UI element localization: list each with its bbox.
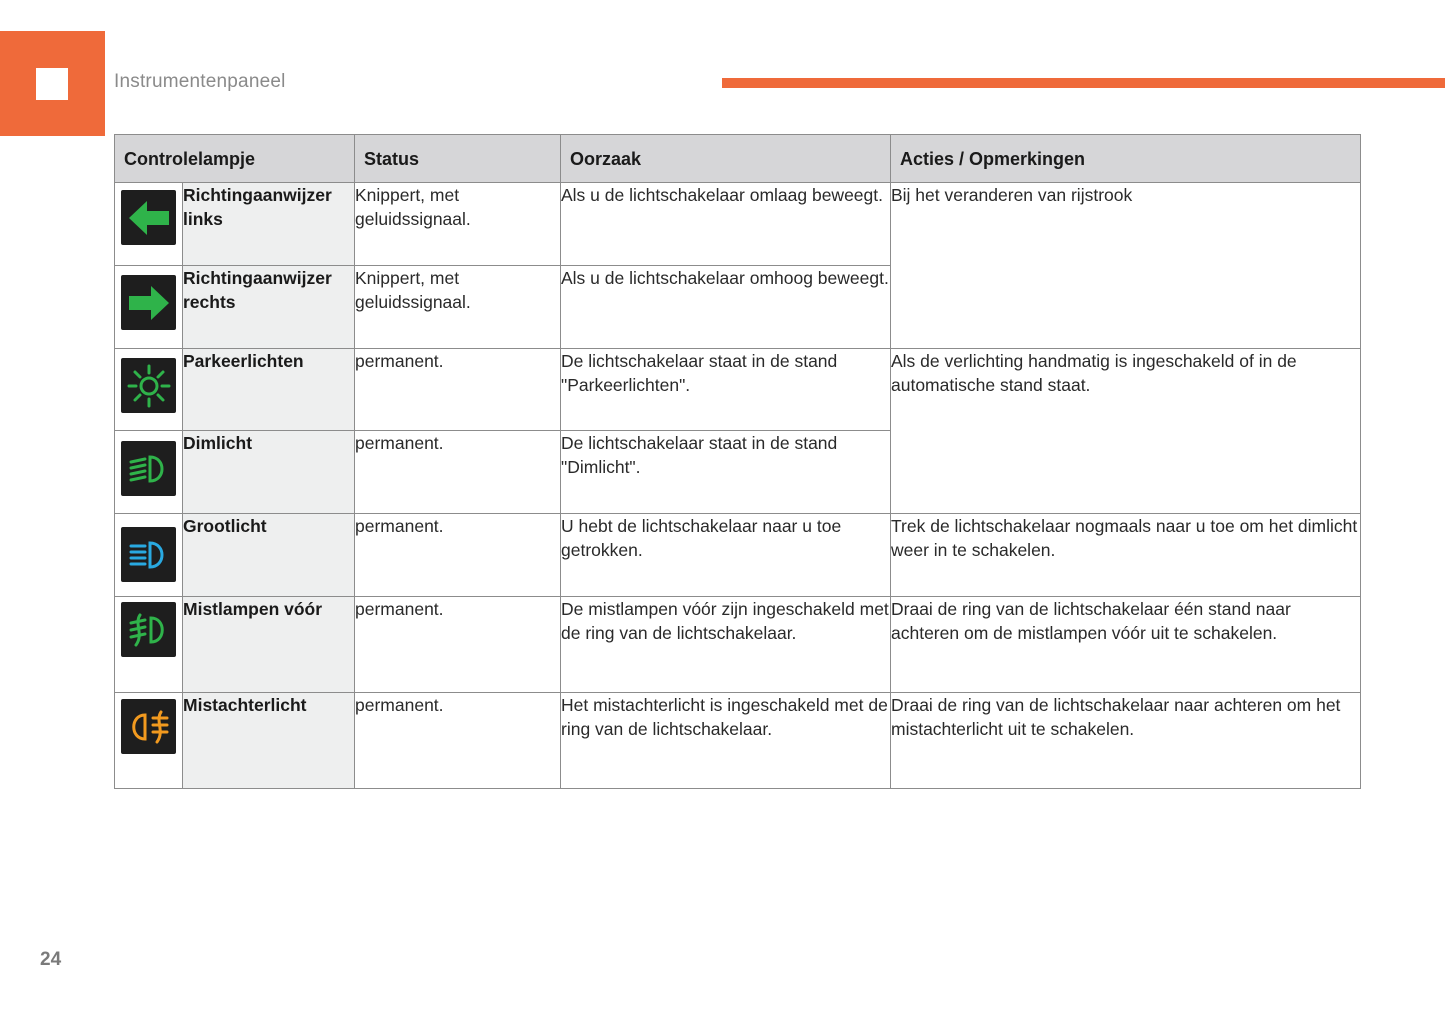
lamp-name: Richtingaanwijzer links: [183, 183, 355, 266]
lamp-action: Als de verlichting handmatig is ingeschakeld of in de automatische stand staat.: [891, 349, 1361, 514]
lamp-name: Parkeerlichten: [183, 349, 355, 431]
turn-signal-right-icon: [121, 275, 176, 330]
chapter-tab: [0, 31, 105, 136]
lamp-status: permanent.: [355, 431, 561, 514]
section-title: Instrumentenpaneel: [114, 71, 286, 92]
column-header-actions: Acties / Opmerkingen: [891, 135, 1361, 183]
lamp-name: Mistachterlicht: [183, 693, 355, 789]
main-beam-icon: [121, 527, 176, 582]
lamp-action: Draai de ring van de lichtschakelaar naar achteren om het mistachterlicht uit te schakelen.: [891, 693, 1361, 789]
table-row: [115, 183, 1361, 266]
lamp-name: Mistlampen vóór: [183, 597, 355, 693]
lamp-status: Knippert, met geluidssignaal.: [355, 266, 561, 349]
lamp-action: Trek de lichtschakelaar nogmaals naar u toe om het dimlicht weer in te schakelen.: [891, 514, 1361, 597]
column-header-lamp: Controlelampje: [115, 135, 355, 183]
icon-cell: [115, 183, 183, 266]
lamp-name: Richtingaanwijzer rechts: [183, 266, 355, 349]
lamp-cause: U hebt de lichtschakelaar naar u toe getrokken.: [561, 514, 891, 597]
lamp-name: Dimlicht: [183, 431, 355, 514]
lamp-cause: De lichtschakelaar staat in de stand "Dimlicht".: [561, 431, 891, 514]
table-row: [115, 349, 1361, 431]
turn-signal-left-icon: [121, 190, 176, 245]
rear-fog-lamp-icon: [121, 699, 176, 754]
lamp-action: Draai de ring van de lichtschakelaar één stand naar achteren om de mistlampen vóór uit te schakelen.: [891, 597, 1361, 693]
table-row: [115, 597, 1361, 693]
table-header-row: [115, 135, 1361, 183]
lamp-status: permanent.: [355, 693, 561, 789]
lamp-status: permanent.: [355, 349, 561, 431]
table-row: [115, 693, 1361, 789]
warning-lamps-table: [114, 134, 1361, 789]
icon-cell: [115, 431, 183, 514]
lamp-cause: Het mistachterlicht is ingeschakeld met de ring van de lichtschakelaar.: [561, 693, 891, 789]
icon-cell: [115, 349, 183, 431]
lamp-cause: Als u de lichtschakelaar omlaag beweegt.: [561, 183, 891, 266]
icon-cell: [115, 693, 183, 789]
lamp-name: Grootlicht: [183, 514, 355, 597]
chapter-tab-marker: [36, 68, 68, 100]
lamp-status: permanent.: [355, 597, 561, 693]
front-fog-lamps-icon: [121, 602, 176, 657]
lamp-cause: De lichtschakelaar staat in de stand "Parkeerlichten".: [561, 349, 891, 431]
lamp-cause: Als u de lichtschakelaar omhoog beweegt.: [561, 266, 891, 349]
lamp-cause: De mistlampen vóór zijn ingeschakeld met de ring van de lichtschakelaar.: [561, 597, 891, 693]
column-header-cause: Oorzaak: [561, 135, 891, 183]
lamp-status: Knippert, met geluidssignaal.: [355, 183, 561, 266]
lamp-status: permanent.: [355, 514, 561, 597]
parking-lights-icon: [121, 358, 176, 413]
icon-cell: [115, 514, 183, 597]
column-header-status: Status: [355, 135, 561, 183]
header-rule: [722, 78, 1445, 88]
lamp-action: Bij het veranderen van rijstrook: [891, 183, 1361, 349]
icon-cell: [115, 266, 183, 349]
icon-cell: [115, 597, 183, 693]
page-number: 24: [40, 949, 62, 970]
table-row: [115, 514, 1361, 597]
dipped-beam-icon: [121, 441, 176, 496]
